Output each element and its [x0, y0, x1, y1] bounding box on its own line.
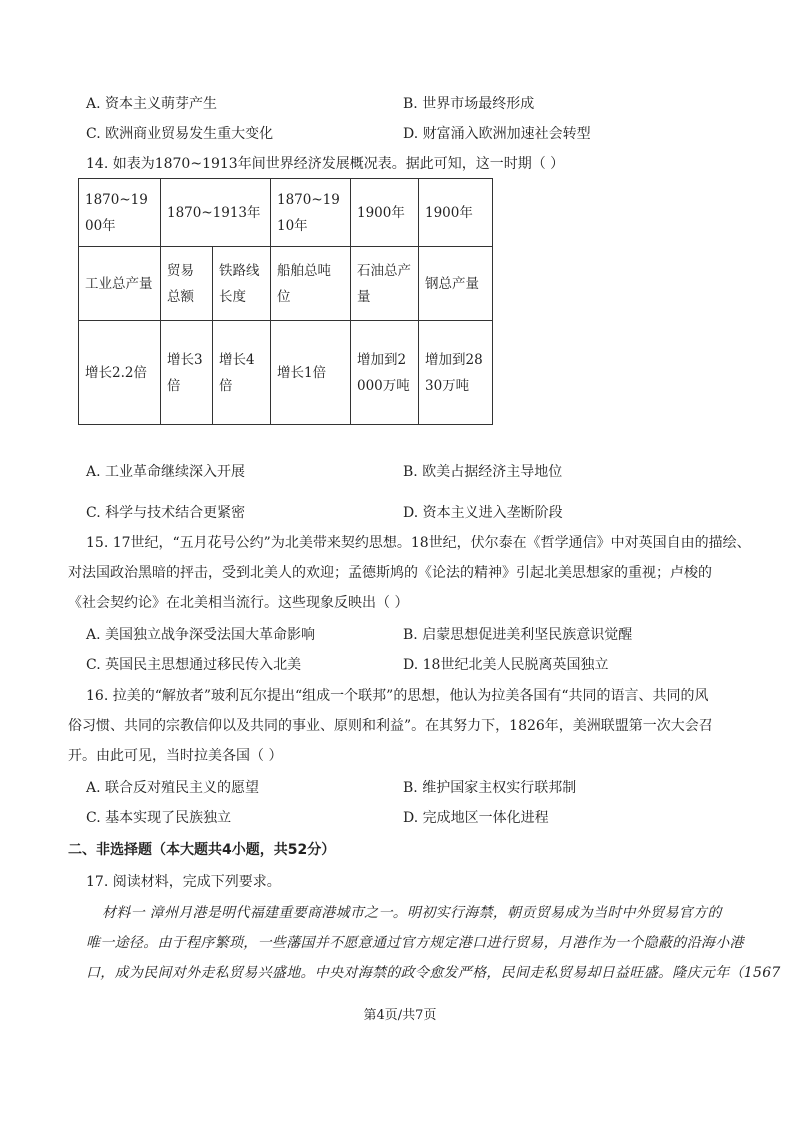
q13-option-a: A. 资本主义萌芽产生: [86, 96, 218, 112]
table-header-cell: 1900年: [419, 179, 493, 247]
q16-stem-line: 开。由此可见，当时拉美各国（ ）: [68, 748, 283, 764]
table-cell: 增长3倍: [161, 321, 213, 425]
table-row: [79, 247, 493, 321]
material-line: 唯一途径。由于程序繁琐，一些藩国并不愿意通过官方规定港口进行贸易，月港作为一个隐蔽的沿海小港: [86, 935, 744, 951]
table-cell: 增长4倍: [213, 321, 271, 425]
section-title: 二、非选择题（本大题共4小题，共52分）: [68, 842, 336, 858]
material-line: 材料一 漳州月港是明代福建重要商港城市之一。明初实行海禁，朝贡贸易成为当时中外贸易官方的: [102, 905, 722, 921]
q15-option-c: C. 英国民主思想通过移民传入北美: [86, 657, 302, 673]
table-row: [79, 321, 493, 425]
table-cell: 贸易总额: [161, 247, 213, 321]
q16-stem-line: 16. 拉美的“解放者”玻利瓦尔提出“组成一个联邦”的思想，他认为拉美各国有“共同的语言、共同的风: [86, 688, 709, 704]
q16-option-b: B. 维护国家主权实行联邦制: [403, 780, 577, 796]
table-cell: 工业总产量: [79, 247, 161, 321]
material-line: 口，成为民间对外走私贸易兴盛地。中央对海禁的政令愈发严格，民间走私贸易却日益旺盛。隆庆元年（1567: [86, 965, 781, 981]
q14-stem: 14. 如表为1870~1913年间世界经济发展概况表。据此可知，这一时期（ ）: [86, 156, 565, 172]
q13-option-b: B. 世界市场最终形成: [403, 96, 535, 112]
q15-stem-line: 《社会契约论》在北美相当流行。这些现象反映出（ ）: [68, 595, 409, 611]
q15-option-d: D. 18世纪北美人民脱离英国独立: [403, 657, 609, 673]
q15-stem-line: 15. 17世纪，“五月花号公约”为北美带来契约思想。18世纪，伏尔泰在《哲学通信》中对英国自由的描绘、: [86, 535, 751, 551]
table-cell: 铁路线长度: [213, 247, 271, 321]
table-cell: 钢总产量: [419, 247, 493, 321]
q14-option-b: B. 欧美占据经济主导地位: [403, 464, 563, 480]
table-cell: 增加到2830万吨: [419, 321, 493, 425]
q15-option-b: B. 启蒙思想促进美利坚民族意识觉醒: [403, 627, 633, 643]
q17-stem: 17. 阅读材料，完成下列要求。: [86, 874, 281, 890]
table-cell: 增加到2000万吨: [351, 321, 419, 425]
q16-option-a: A. 联合反对殖民主义的愿望: [86, 780, 260, 796]
q16-option-c: C. 基本实现了民族独立: [86, 810, 232, 826]
table-header-cell: 1900年: [351, 179, 419, 247]
q15-stem-line: 对法国政治黑暗的抨击，受到北美人的欢迎；孟德斯鸠的《论法的精神》引起北美思想家的重视；卢梭的: [68, 565, 712, 581]
table-cell: 船舶总吨位: [271, 247, 351, 321]
q13-option-d: D. 财富涌入欧洲加速社会转型: [403, 126, 591, 142]
page-number: 第4页/共7页: [363, 1008, 437, 1023]
q15-option-a: A. 美国独立战争深受法国大革命影响: [86, 627, 316, 643]
table-cell: 增长2.2倍: [79, 321, 161, 425]
q14-option-c: C. 科学与技术结合更紧密: [86, 505, 246, 521]
table-header-cell: 1870~1910年: [271, 179, 351, 247]
q14-option-d: D. 资本主义进入垄断阶段: [403, 505, 563, 521]
table-header-cell: 1870~1900年: [79, 179, 161, 247]
q13-option-c: C. 欧洲商业贸易发生重大变化: [86, 126, 274, 142]
table-header-cell: 1870~1913年: [161, 179, 271, 247]
table-cell: 增长1倍: [271, 321, 351, 425]
table-row: [79, 179, 493, 247]
q16-stem-line: 俗习惯、共同的宗教信仰以及共同的事业、原则和利益”。在其努力下，1826年，美洲联盟第一次大会召: [68, 718, 713, 734]
q16-option-d: D. 完成地区一体化进程: [403, 810, 549, 826]
q14-option-a: A. 工业革命继续深入开展: [86, 464, 246, 480]
economic-stats-table: [78, 178, 493, 425]
table-cell: 石油总产量: [351, 247, 419, 321]
